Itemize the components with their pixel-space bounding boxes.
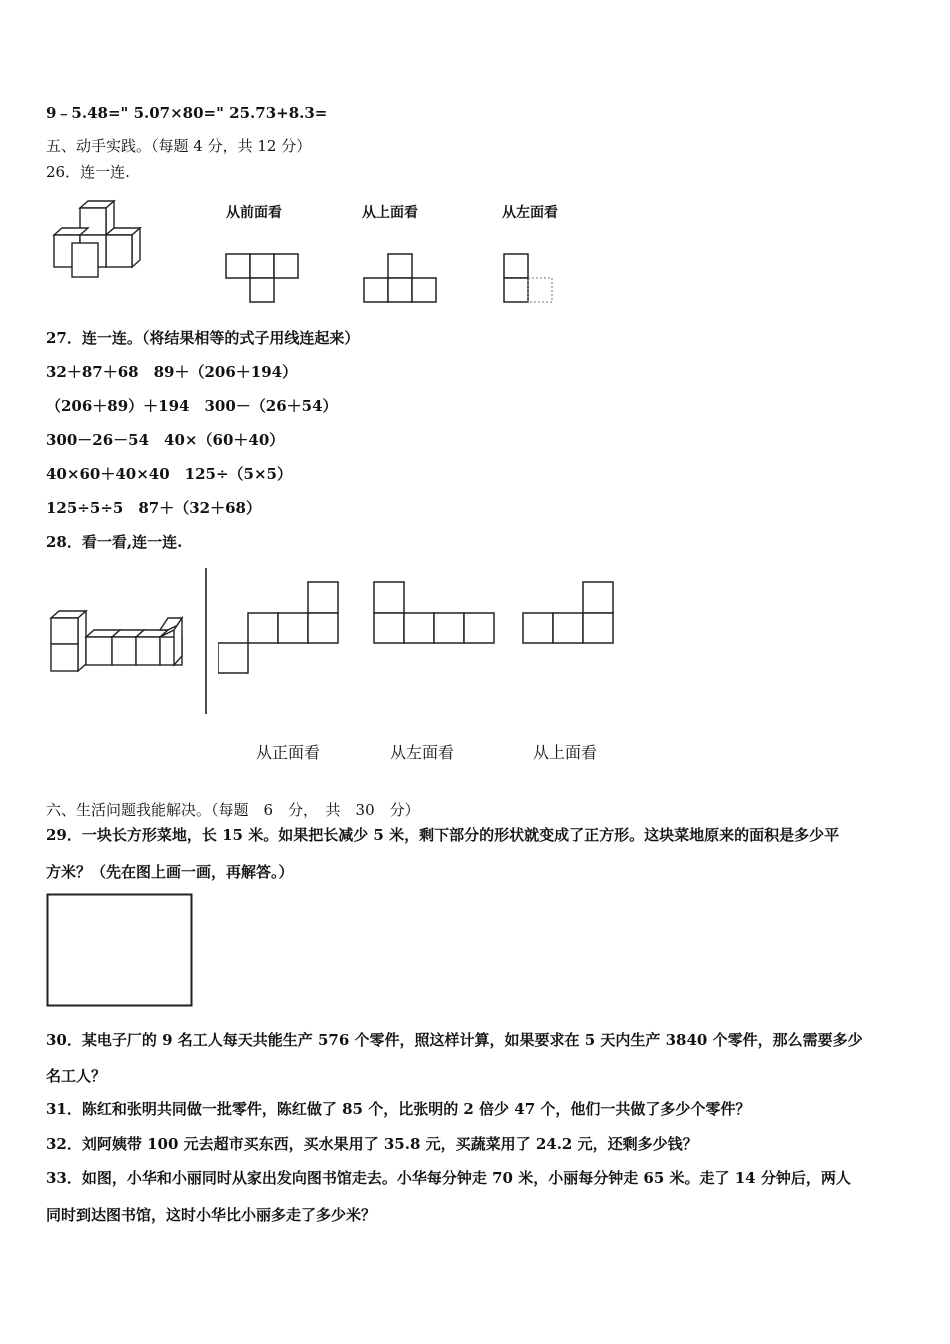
q27-row-3: 300－26－54 40×（60＋40） — [46, 431, 285, 449]
q32-text: 32．刘阿姨带 100 元去超市买东西，买水果用了 35.8 元，买蔬菜用了 24.2 元，还剩多少钱？ — [46, 1135, 698, 1153]
section6-title: 六、生活问题我能解决。（每题 6 分， 共 30 分） — [46, 801, 420, 819]
q26-view-left-shape — [502, 252, 562, 306]
q26-view-top-shape — [362, 252, 442, 306]
q27-title: 27．连一连。（将结果相等的式子用线连起来） — [46, 329, 360, 347]
q28-cube-row-figure — [48, 606, 188, 678]
q31-text: 31．陈红和张明共同做一批零件，陈红做了 85 个，比张明的 2 倍少 47 个，他们一共做了多少个零件？ — [46, 1100, 751, 1118]
q27-row-4: 40×60＋40×40 125÷（5×5） — [46, 465, 292, 483]
q29-line-1: 29．一块长方形菜地，长 15 米。如果把长减少 5 米，剩下部分的形状就变成了正方形。这块菜地原来的面积是多少平 — [46, 826, 840, 844]
q26-label-top: 从上面看 — [362, 205, 418, 221]
q26-view-front-shape — [224, 252, 304, 306]
q28-title: 28．看一看,连一连. — [46, 533, 183, 551]
q26-cube-figure — [48, 198, 148, 280]
q27-row-2: （206＋89）＋194 300－（26＋54） — [46, 397, 338, 415]
q30-line-1: 30．某电子厂的 9 名工人每天共能生产 576 个零件，照这样计算，如果要求在 5 天内生产 3840 个零件，那么需要多少 — [46, 1031, 863, 1049]
q28-label-left: 从左面看 — [390, 743, 455, 762]
q26-label-front: 从前面看 — [226, 205, 282, 221]
q29-rectangle-figure — [46, 893, 194, 1008]
q28-view-shape-3 — [521, 580, 617, 646]
q28-divider — [204, 568, 208, 714]
q30-line-2: 名工人？ — [46, 1067, 107, 1085]
q28-view-shape-1 — [218, 580, 342, 676]
q28-label-front: 从正面看 — [256, 743, 321, 762]
q26-label-left: 从左面看 — [502, 205, 558, 221]
q26-title: 26．连一连. — [46, 163, 130, 181]
q27-row-5: 125÷5÷5 87＋（32＋68） — [46, 499, 261, 517]
q29-line-2: 方米？（先在图上画一画，再解答。） — [46, 863, 294, 881]
section5-title: 五、动手实践。（每题 4 分，共 12 分） — [46, 137, 312, 155]
q28-label-top: 从上面看 — [533, 743, 598, 762]
q33-line-1: 33．如图，小华和小丽同时从家出发向图书馆走去。小华每分钟走 70 米，小丽每分钟走 65 米。走了 14 分钟后，两人 — [46, 1169, 851, 1187]
q33-line-2: 同时到达图书馆，这时小华比小丽多走了多少米？ — [46, 1206, 377, 1224]
q28-view-shape-2 — [372, 580, 498, 646]
q27-row-1: 32＋87＋68 89＋（206＋194） — [46, 363, 298, 381]
calc-line: 9﹣5.48=" 5.07×80=" 25.73+8.3= — [46, 104, 328, 122]
